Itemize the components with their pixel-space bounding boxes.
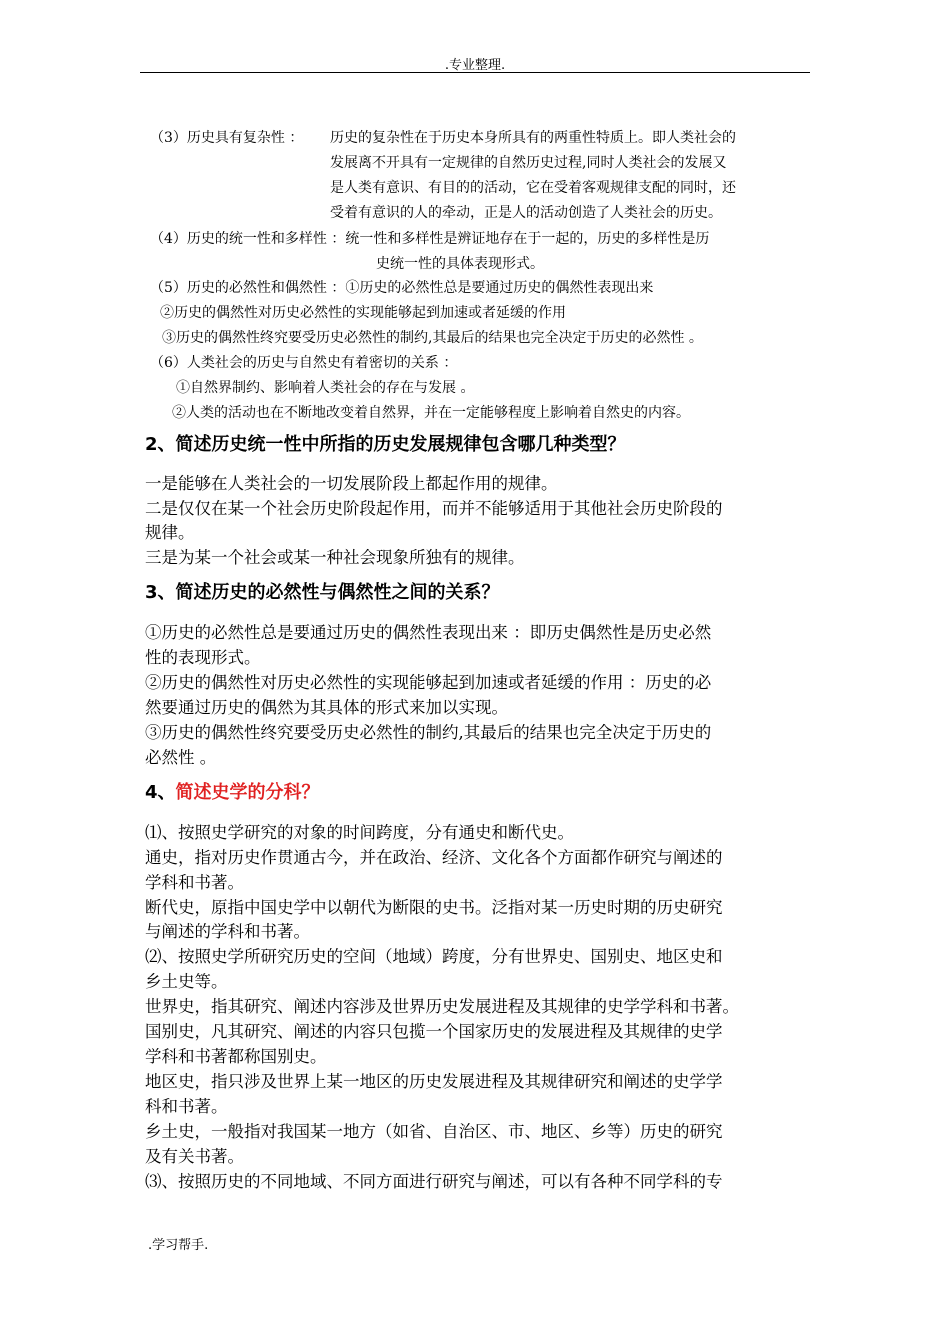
page-footer: .学习帮手. xyxy=(148,1238,209,1253)
question-2-line: 二是仅仅在某一个社会历史阶段起作用，而并不能够适用于其他社会历史阶段的 xyxy=(145,499,723,518)
item-6-line: （6）人类社会的历史与自然史有着密切的关系 ： xyxy=(150,355,458,371)
question-4-line: ⑴、按照史学研究的对象的时间跨度，分有通史和断代史。 xyxy=(145,823,574,842)
item-3-line: 是人类有意识、有目的的活动，它在受着客观规律支配的同时，还 xyxy=(330,180,736,196)
question-4-number: 4、 xyxy=(145,782,176,803)
item-3-line: 历史的复杂性在于历史本身所具有的两重性特质上。即人类社会的 xyxy=(330,130,736,146)
question-4-line: 世界史，指其研究、阐述内容涉及世界历史发展进程及其规律的史学学科和书著。 xyxy=(145,997,739,1016)
question-3-line: ③历史的偶然性终究要受历史必然性的制约,其最后的结果也完全决定于历史的 xyxy=(145,723,712,742)
question-3-line: 必然性 。 xyxy=(145,748,217,767)
header-rule xyxy=(140,72,810,73)
question-3-line: 性的表现形式。 xyxy=(145,648,261,667)
question-2-line: 三是为某一个社会或某一种社会现象所独有的规律。 xyxy=(145,548,525,567)
question-2-line: 一是能够在人类社会的一切发展阶段上都起作用的规律。 xyxy=(145,474,558,493)
item-4-line: 史统一性的具体表现形式。 xyxy=(376,256,544,272)
question-3-heading: 3、简述历史的必然性与偶然性之间的关系？ xyxy=(145,582,500,603)
question-4-heading xyxy=(145,780,320,806)
item-3-line: 受着有意识的人的牵动，正是人的活动创造了人类社会的历史。 xyxy=(330,205,722,221)
item-5-line: ③历史的偶然性终究要受历史必然性的制约,其最后的结果也完全决定于历史的必然性 。 xyxy=(162,330,703,346)
question-4-line: 乡土史等。 xyxy=(145,972,228,991)
header-text: .专业整理. xyxy=(444,58,506,73)
item-4-line: （4）历史的统一性和多样性 ：统一性和多样性是辨证地存在于一起的，历史的多样性是历 xyxy=(150,231,710,247)
question-4-line: 地区史，指只涉及世界上某一地区的历史发展进程及其规律研究和阐述的史学学 xyxy=(145,1072,723,1091)
question-4-line: 学科和书著。 xyxy=(145,873,244,892)
item-6-line: ①自然界制约、影响着人类社会的存在与发展 。 xyxy=(176,380,475,396)
question-2-heading: 2、简述历史统一性中所指的历史发展规律包含哪几种类型？ xyxy=(145,434,626,455)
question-4-line: 学科和书著都称国别史。 xyxy=(145,1047,327,1066)
question-4-line: 断代史，原指中国史学中以朝代为断限的史书。泛指对某一历史时期的历史研究 xyxy=(145,898,723,917)
question-4-line: 与阐述的学科和书著。 xyxy=(145,922,310,941)
question-2-line: 规律。 xyxy=(145,523,195,542)
item-5-line: ②历史的偶然性对历史必然性的实现能够起到加速或者延缓的作用 xyxy=(160,305,566,321)
question-4-title: 简述史学的分科？ xyxy=(175,782,320,803)
question-4-line: 科和书著。 xyxy=(145,1097,228,1116)
item-6-line: ②人类的活动也在不断地改变着自然界，并在一定能够程度上影响着自然史的内容。 xyxy=(172,405,690,421)
item-5-line: （5）历史的必然性和偶然性 ：①历史的必然性总是要通过历史的偶然性表现出来 xyxy=(150,280,654,296)
question-4-line: 国别史，凡其研究、阐述的内容只包揽一个国家历史的发展进程及其规律的史学 xyxy=(145,1022,723,1041)
question-3-line: ②历史的偶然性对历史必然性的实现能够起到加速或者延缓的作用 ：历史的必 xyxy=(145,673,712,692)
item-3-label: （3）历史具有复杂性 ： xyxy=(150,130,304,146)
question-4-line: 及有关书著。 xyxy=(145,1147,244,1166)
question-4-line: ⑵、按照史学所研究历史的空间（地域）跨度，分有世界史、国别史、地区史和 xyxy=(145,947,723,966)
question-4-line: 乡土史，一般指对我国某一地方（如省、自治区、市、地区、乡等）历史的研究 xyxy=(145,1122,723,1141)
question-4-line: 通史，指对历史作贯通古今，并在政治、经济、文化各个方面都作研究与阐述的 xyxy=(145,848,723,867)
question-3-line: ①历史的必然性总是要通过历史的偶然性表现出来 ：即历史偶然性是历史必然 xyxy=(145,623,712,642)
question-4-line: ⑶、按照历史的不同地域、不同方面进行研究与阐述，可以有各种不同学科的专 xyxy=(145,1172,723,1191)
item-3-line: 发展离不开具有一定规律的自然历史过程,同时人类社会的发展又 xyxy=(330,155,727,171)
question-3-line: 然要通过历史的偶然为其具体的形式来加以实现。 xyxy=(145,698,508,717)
